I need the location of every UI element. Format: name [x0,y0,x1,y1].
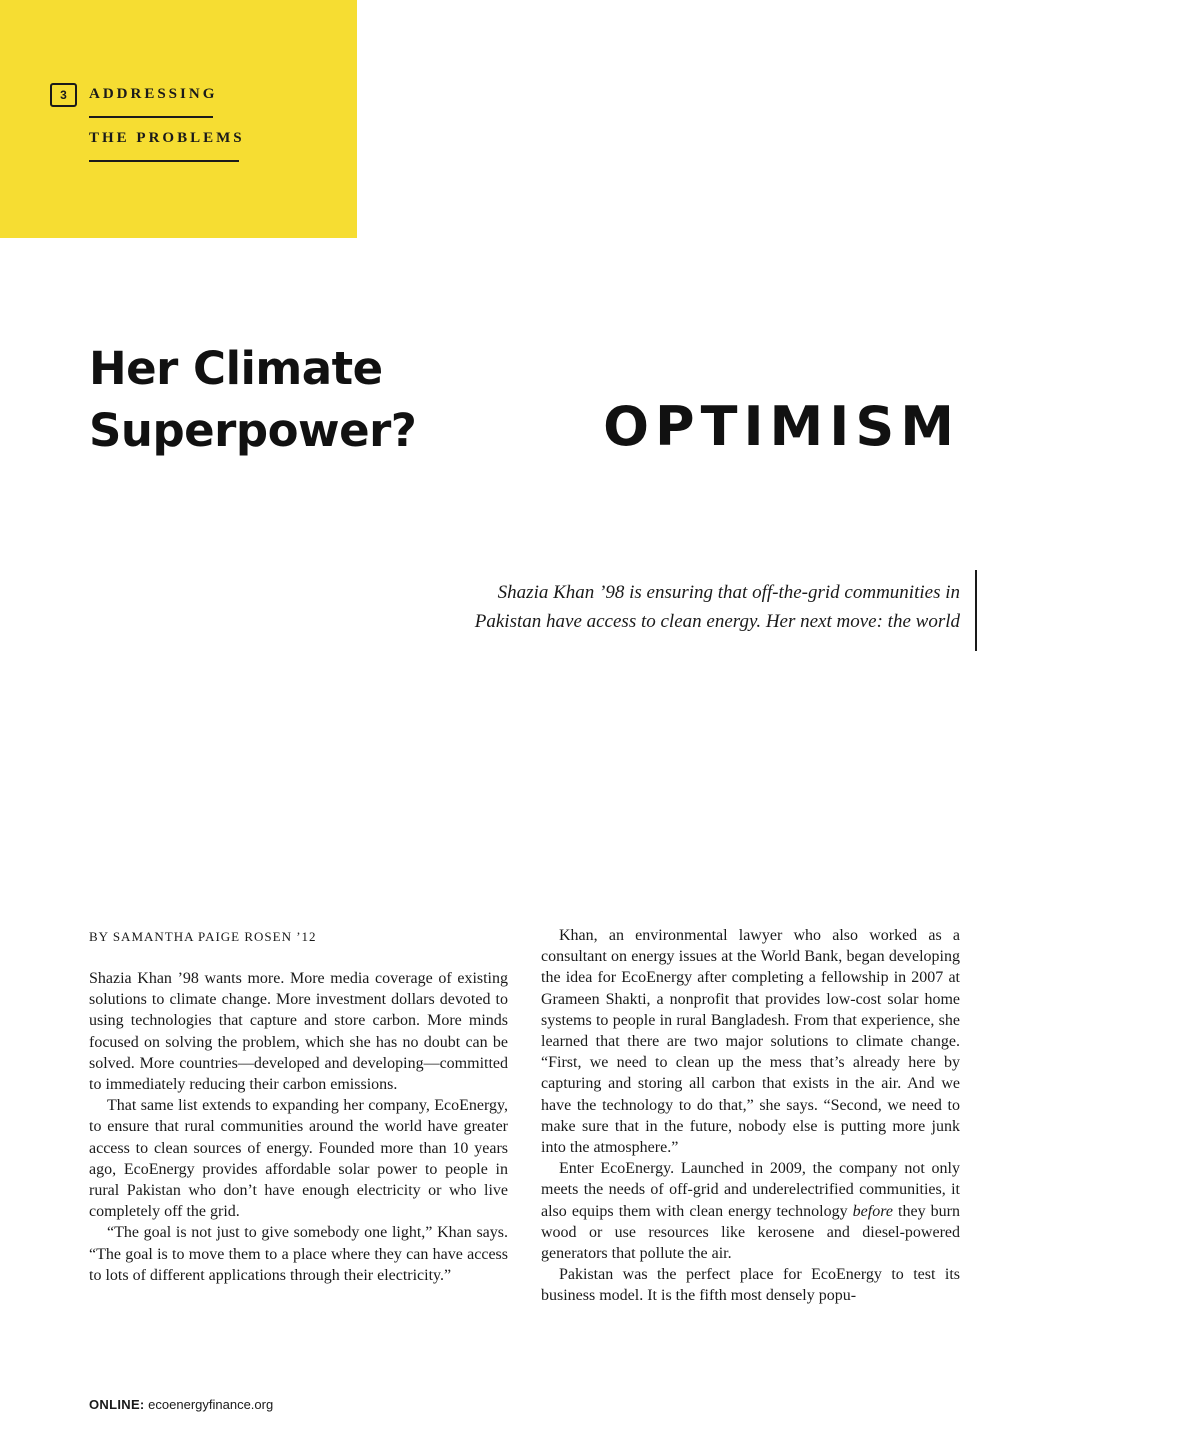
article-paragraph: Shazia Khan ’98 wants more. More media coverage of existing solutions to climate change. More investment dollars devoted to using technologies that capture and store carbon. More minds focused on solving the problem, which she has no doubt can be solved. More countries—developed and developing—committed to immediately reducing their carbon emissions. [89,970,508,1094]
article-paragraph: Pakistan was the perfect place for EcoEnergy to test its business model. It is the fifth most densely popu- [541,1266,960,1305]
article-paragraph: “The goal is not just to give somebody one light,” Khan says. “The goal is to move them to a place where they can have access to lots of different applications through their electricity.” [89,1224,508,1284]
dek-vertical-rule [975,570,977,651]
online-url[interactable]: ecoenergyfinance.org [148,1397,274,1412]
section-title-line-2: THE PROBLEMS [89,130,245,146]
online-footer [89,1397,273,1412]
headline-line-1: Her Climate [89,342,383,395]
section-title-line-1: ADDRESSING [89,86,218,102]
article-paragraph: That same list extends to expanding her company, EcoEnergy, to ensure that rural communities around the world have greater access to clean sources of energy. Founded more than 10 years ago, EcoEnergy provides affordable solar power to people in rural Pakistan who don’t have enough electricity or who live completely off the grid. [89,1097,508,1221]
headline [89,338,416,462]
paragraph-text: Enter EcoEnergy. Launched in 2009, the company not only meets the needs of off-grid and underelectrified communities, it also equips them with clean energy technology [541,1160,960,1220]
headline-display-word: OPTIMISM [603,395,960,458]
dek-line-2: Pakistan have access to clean energy. Her next move: the world [474,611,960,632]
article-column-right [541,925,960,1307]
headline-line-2: Superpower? [89,404,417,457]
article-column-left [89,968,508,1286]
byline: BY SAMANTHA PAIGE ROSEN ’12 [89,929,317,944]
section-number-badge: 3 [50,83,77,107]
section-color-block [0,0,357,238]
section-title-rule-1 [89,116,213,118]
online-label: ONLINE: [89,1397,145,1412]
article-paragraph [541,1158,960,1264]
article-dek [400,578,960,636]
paragraph-text: they burn wood or use resources like kerosene and diesel-powered generators that pollute the air. [541,1202,960,1263]
section-title-rule-2 [89,160,239,162]
emphasis-word: before [852,1202,893,1220]
article-paragraph: Khan, an environmental lawyer who also worked as a consultant on energy issues at the World Bank, began developing the idea for EcoEnergy after completing a fellowship in 2007 at Grameen Shakti, a nonprofit that provides low-cost solar home systems to people in rural Bangladesh. From that experience, she learned that there are two major solutions to climate change. “First, we need to clean up the mess that’s already here by capturing and storing all carbon that exists in the air. And we have the technology to do that,” she says. “Second, we need to make sure that in the future, nobody else is putting more junk into the atmosphere.” [541,927,960,1157]
dek-line-1: Shazia Khan ’98 is ensuring that off-the-grid communities in [497,582,960,603]
